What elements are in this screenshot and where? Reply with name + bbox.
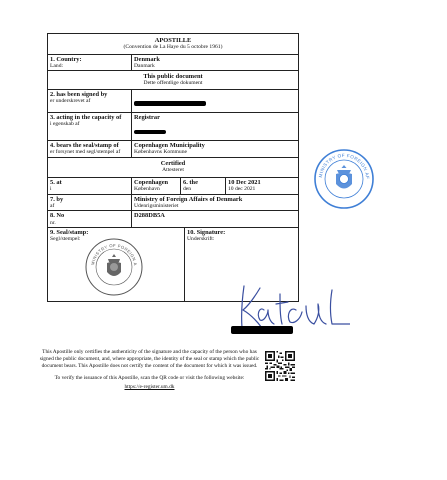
- row-signed-by: [48, 90, 298, 113]
- by-label: 7. by: [50, 195, 64, 203]
- svg-text:MINISTRY OF FOREIGN AFFAIRS: MINISTRY OF FOREIGN AF: [317, 152, 371, 180]
- date-label: 6. the: [183, 179, 198, 187]
- signature-label-local: Underskrift:: [187, 236, 215, 243]
- at-label: 5. at: [50, 179, 62, 187]
- public-document-title-local: Dette offentlige dokument: [143, 80, 203, 87]
- disclaimer-text: This Apostille only certifies the authenticity of the signature and the capacity of the person who has signed the public document, and, where appropriate, the identity of the seal or stamp which the public document bears. This Apostille does not certify the content of the document for which it was issued.: [39, 349, 260, 369]
- number-label-local: nr.: [50, 219, 56, 226]
- country-label: 1. Country:: [50, 55, 82, 63]
- redaction-bar: [231, 326, 293, 334]
- capacity-label: 3. acting in the capacity of: [50, 113, 122, 121]
- by-value: Ministry of Foreign Affairs of Denmark: [134, 195, 243, 203]
- signature-label: 10. Signature:: [187, 229, 226, 237]
- date-label-local: den: [183, 186, 192, 193]
- country-value-local: Danmark: [134, 62, 155, 69]
- apostille-subtitle: (Convention de La Haye du 5 octobre 1961): [123, 44, 223, 51]
- row-number: [48, 211, 298, 228]
- row-certified: [48, 158, 298, 179]
- capacity-value: Registrar: [134, 113, 160, 121]
- qr-code-icon[interactable]: [265, 351, 295, 381]
- signed-by-label: 2. has been signed by: [50, 90, 108, 98]
- certified-title: Certified: [160, 159, 186, 167]
- date-value: 10 Dec 2021: [228, 179, 261, 187]
- public-document-title: This public document: [143, 73, 203, 81]
- seal-of-label-local: er forsynet med segl/stempel af: [50, 149, 121, 156]
- signed-by-label-local: er underskrevet af: [50, 98, 91, 105]
- svg-text:MINISTRY OF FOREIGN AFFAIRS: MINISTRY OF FOREIGN A: [90, 243, 139, 267]
- redaction-bar: [134, 101, 206, 106]
- verify-link[interactable]: https://e-register.um.dk: [124, 384, 175, 391]
- at-value: Copenhagen: [134, 179, 169, 187]
- apostille-header: [48, 34, 298, 55]
- by-value-local: Udenrigsministeriet: [134, 203, 179, 210]
- seal-of-value: Copenhagen Municipality: [134, 142, 205, 150]
- row-place-date: [48, 178, 298, 195]
- country-label-local: Land:: [50, 62, 64, 69]
- country-value: Denmark: [134, 55, 160, 63]
- apostille-form: [47, 33, 299, 302]
- apostille-footer: [37, 349, 262, 397]
- row-public-document: [48, 71, 298, 90]
- ministry-seal-gray: [84, 237, 144, 297]
- apostille-title: APOSTILLE: [154, 37, 192, 44]
- seal-of-value-local: Københavns Kommune: [134, 149, 187, 156]
- capacity-label-local: i egenskab af: [50, 121, 80, 128]
- ministry-stamp-blue: [313, 148, 375, 210]
- row-country: [48, 55, 298, 72]
- by-label-local: af: [50, 203, 55, 210]
- date-value-local: 10 dec 2021: [228, 186, 256, 193]
- seal-stamp-label: 9. Seal/stamp:: [50, 229, 89, 237]
- redaction-bar: [134, 130, 166, 134]
- number-label: 8. No: [50, 212, 65, 220]
- certified-title-local: Attesteret: [162, 166, 184, 173]
- row-by: [48, 195, 298, 212]
- number-value: D288DB5A: [134, 212, 165, 220]
- at-label-local: i: [50, 186, 52, 193]
- row-capacity: [48, 113, 298, 141]
- row-seal-of: [48, 141, 298, 158]
- seal-stamp-label-local: Segl/stempel:: [50, 236, 81, 243]
- at-value-local: København: [134, 186, 160, 193]
- verify-text: To verify the issuance of this Apostille, scan the QR code or visit the following website:: [54, 375, 245, 382]
- seal-of-label: 4. bears the seal/stamp of: [50, 142, 119, 150]
